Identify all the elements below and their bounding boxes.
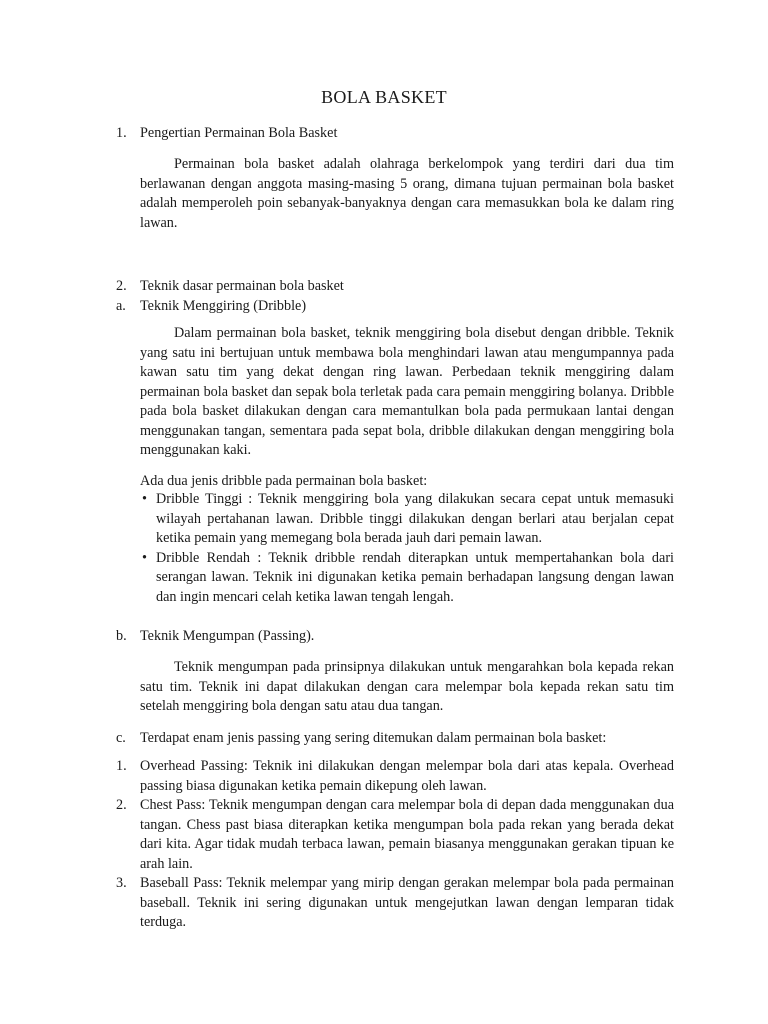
section-1-number: 1. [116,125,127,141]
subsection-b-heading [116,627,314,647]
subsection-a-heading-text: Teknik Menggiring (Dribble) [140,298,307,314]
bullet-icon: • [142,549,147,566]
dribble-types-list [140,490,674,607]
subsection-b-heading-text: Teknik Mengumpan (Passing). [140,628,315,644]
passing-type-text: Baseball Pass: Teknik melempar yang mirip dengan gerakan melempar bola pada permainan baseball. Teknik ini sering digunakan untuk mengejutkan lawan dengan lemparan tidak terduga. [140,875,674,930]
list-item-number: 1. [116,758,127,774]
document-title: BOLA BASKET [321,87,447,107]
list-item [116,757,674,796]
section-1-paragraph: Permainan bola basket adalah olahraga berkelompok yang terdiri dari dua tim berlawanan dengan anggota masing-masing 5 orang, dimana tujuan permainan bola basket adalah memperoleh poin sebanyak-banyaknya dengan cara memasukkan bola ke dalam ring lawan. [140,156,674,231]
list-item [140,549,674,608]
section-2-number: 2. [116,278,127,294]
list-item [140,490,674,549]
passing-types-list [116,757,674,933]
subsection-a-paragraph: Dalam permainan bola basket, teknik menggiring bola disebut dengan dribble. Teknik yang satu ini bertujuan untuk membawa bola menghindari lawan atau mengumpannya pada kawan satu tim yang dekat dengan ring lawan. Perbedaan teknik menggiring dalam permainan bola basket dan sepak bola terletak pada cara pemain menggiring bolanya. Dribble pada bola basket dilakukan dengan cara memantulkan bola pada permukaan lantai dengan menggunakan tangan, sementara pada sepat bola, dribble dilakukan dengan menggiring bola menggunakan kaki. [140,325,674,458]
section-2-heading [116,277,344,297]
subsection-b-paragraph: Teknik mengumpan pada prinsipnya dilakukan untuk mengarahkan bola kepada rekan satu tim. Teknik ini dapat dilakukan dengan cara melempar bola kepada rekan satu tim setelah menggiring bola dengan satu atau dua tangan. [140,659,674,714]
passing-type-text: Overhead Passing: Teknik ini dilakukan dengan melempar bola dari atas kepala. Overhead passing biasa digunakan ketika pemain dikepung oleh lawan. [140,758,674,794]
list-item-number: 2. [116,797,127,813]
list-item [116,796,674,874]
section-1-heading [116,124,337,144]
section-1-heading-text: Pengertian Permainan Bola Basket [140,125,338,141]
bullet-icon: • [142,491,147,507]
dribble-type-text: Dribble Tinggi : Teknik menggiring bola yang dilakukan secara cepat untuk memasuki wilayah pertahanan lawan. Dribble tinggi dilakukan dengan berlari atau berjalan cepat ketika pemain yang memegang bola berada jauh dari pemain lawan. [156,491,674,546]
subsection-b-letter: b. [116,628,127,644]
subsection-a-letter: a. [116,298,126,314]
subsection-c-heading-text: Terdapat enam jenis passing yang sering ditemukan dalam permainan bola basket: [140,730,607,746]
passing-type-text: Chest Pass: Teknik mengumpan dengan cara melempar bola di depan dada menggunakan dua tangan. Chess past biasa diterapkan ketika mengumpan bola pada rekan yang berada dekat dari kita. Agar tidak mudah terbaca lawan, pemain biasanya menggunakan gerakan tipuan ke arah lain. [140,797,674,872]
list-item [116,874,674,933]
dribble-type-text: Dribble Rendah : Teknik dribble rendah diterapkan untuk mempertahankan bola dari serangan lawan. Teknik ini digunakan ketika pemain berhadapan langsung dengan lawan dan ingin mencari celah ketika lawan tengah lengah. [156,549,674,605]
dribble-types-intro: Ada dua jenis dribble pada permainan bola basket: [140,473,428,489]
subsection-c-heading [116,729,606,749]
subsection-c-letter: c. [116,730,126,746]
section-2-heading-text: Teknik dasar permainan bola basket [140,278,344,294]
list-item-number: 3. [116,875,127,891]
subsection-a-heading [116,297,306,317]
